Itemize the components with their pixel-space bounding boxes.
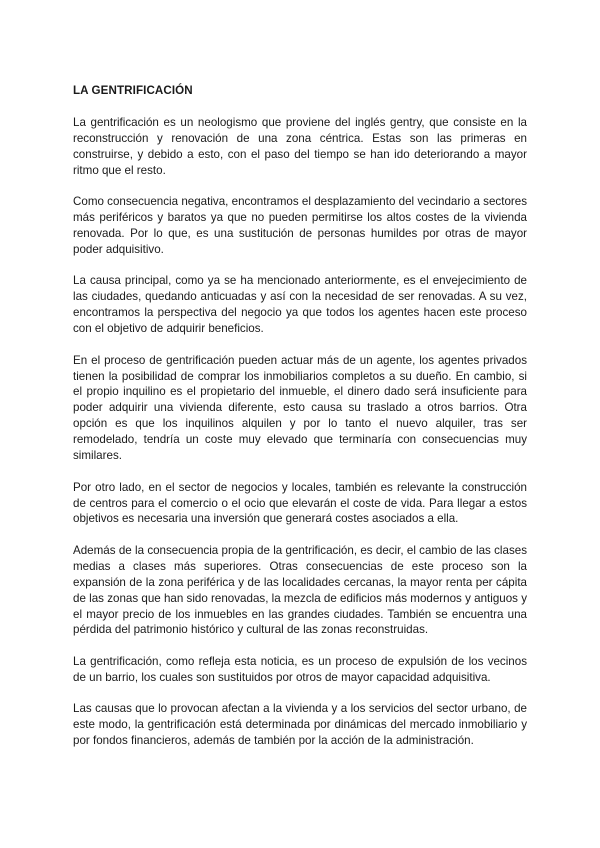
paragraph-other-consequences: Además de la consecuencia propia de la gentrificación, es decir, el cambio de las clases medias a clases más superiores. Otras consecuencias de este proceso son la expansión de la zona periférica y de las localidades cercanas, la mayor renta per cápita de las zonas que han sido renovadas, la mezcla de edificios más modernos y antiguos y el mayor precio de los inmuebles en las grandes ciudades. También se encuentra una pérdida del patrimonio histórico y cultural de las zonas reconstruidas. bbox=[73, 543, 527, 637]
paragraph-definition: La gentrificación es un neologismo que proviene del inglés gentry, que consiste en la reconstrucción y renovación de una zona céntrica. Estas son las primeras en construirse, y debido a esto, con el paso del tiempo se han ido deteriorando a mayor ritmo que el resto. bbox=[73, 116, 527, 177]
paragraph-main-cause: La causa principal, como ya se ha mencionado anteriormente, es el envejecimiento de las ciudades, quedando anticuadas y así con la necesidad de ser renovadas. A su vez, encontramos la perspectiva del negocio ya que todos los agentes hacen este proceso con el objetivo de adquirir beneficios. bbox=[73, 274, 527, 336]
paragraph-negative-consequence: Como consecuencia negativa, encontramos el desplazamiento del vecindario a sectores más periféricos y baratos ya que no pueden permitirse los altos costes de la vivienda renovada. Por lo que, es una sustitución de personas humildes por otras de mayor poder adquisitivo. bbox=[73, 195, 527, 256]
paragraph-business-sector: Por otro lado, en el sector de negocios y locales, también es relevante la construcción de centros para el comercio o el ocio que elevarán el coste de vida. Para llegar a estos objetivos es necesaria una inversión que generará costes asociados a ella. bbox=[73, 480, 527, 526]
paragraph-causes: Las causas que lo provocan afectan a la vivienda y a los servicios del sector urbano, de este modo, la gentrificación está determinada por dinámicas del mercado inmobiliario y por fondos financieros, además de también por la acción de la administración. bbox=[73, 702, 527, 748]
document-page bbox=[73, 83, 527, 765]
document-title: LA GENTRIFICACIÓN bbox=[73, 84, 193, 97]
paragraph-agents: En el proceso de gentrificación pueden actuar más de un agente, los agentes privados tienen la posibilidad de comprar los inmobiliarios completos a su dueño. En cambio, si el propio inquilino es el propietario del inmueble, el dinero dado será insuficiente para poder adquirir una vivienda diferente, esto causa su traslado a otros barrios. Otra opción es que los inquilinos alquilen y por lo tanto el nuevo alquiler, tras ser remodelado, tendría un coste muy elevado que terminaría con consecuencias muy similares. bbox=[73, 353, 527, 463]
paragraph-news-reference: La gentrificación, como refleja esta noticia, es un proceso de expulsión de los vecinos de un barrio, los cuales son sustituidos por otros de mayor capacidad adquisitiva. bbox=[73, 654, 527, 684]
